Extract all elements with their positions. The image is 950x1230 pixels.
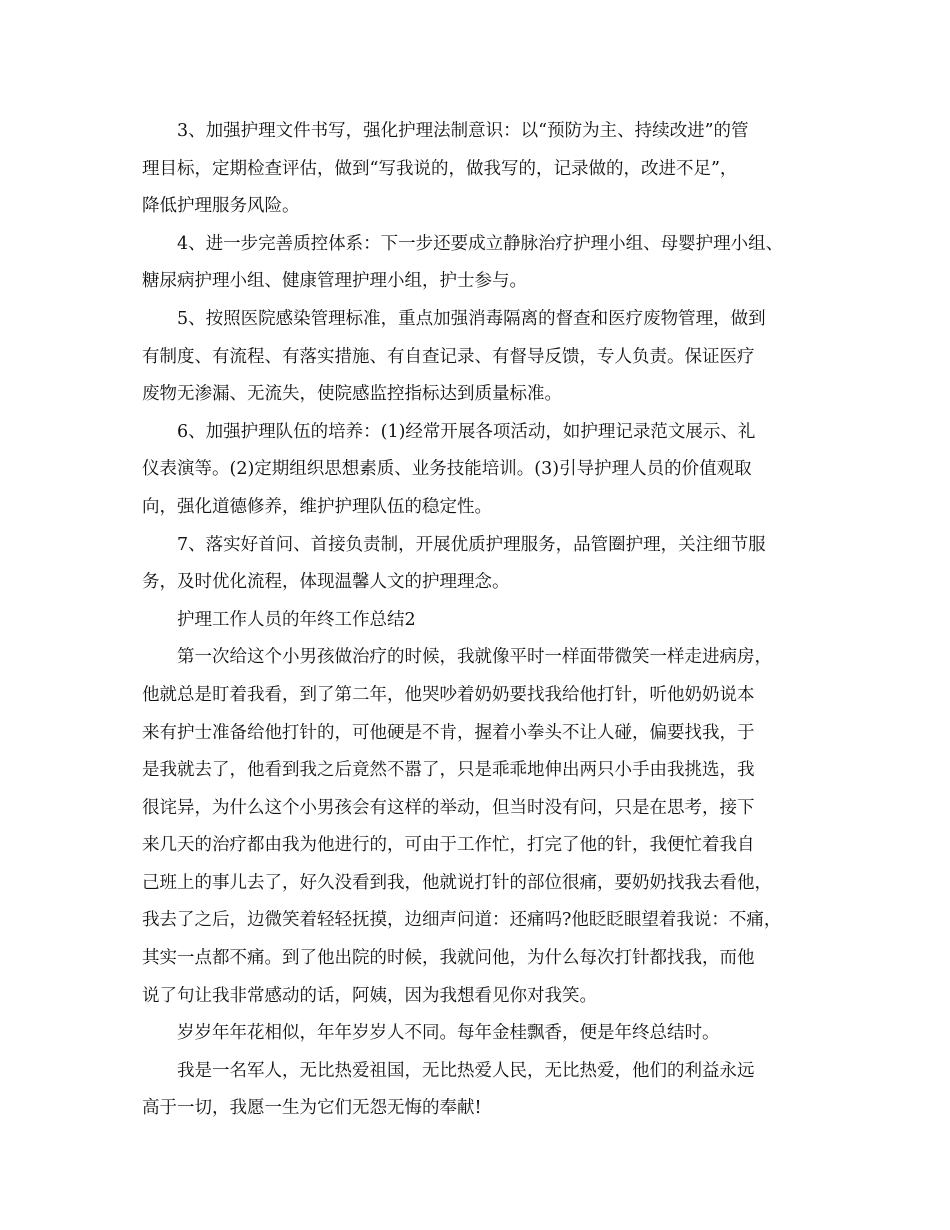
paragraph [142,414,810,527]
text-line: 很诧异，为什么这个小男孩会有这样的举动，但当时没有问，只是在思考，接下 [142,797,755,818]
text-line: 来几天的治疗都由我为他进行的，可由于工作忙，打完了他的针，我便忙着我自 [142,835,755,856]
text-line: 岁岁年年花相似，年年岁岁人不同。每年金桂飘香，便是年终总结时。 [177,1023,720,1044]
text-line: 向，强化道德修养，维护护理队伍的稳定性。 [142,496,492,517]
text-line: 是我就去了，他看到我之后竟然不嚣了，只是乖乖地伸出两只小手由我挑选，我 [142,760,755,781]
text-line: 我去了之后，边微笑着轻轻抚摸，边细声问道：还痛吗?他眨眨眼望着我说：不痛， [142,910,782,931]
text-line: 6、加强护理队伍的培养：(1)经常开展各项活动，如护理记录范文展示、礼 [177,421,756,442]
text-line: 第一次给这个小男孩做治疗的时候，我就像平时一样面带微笑一样走进病房， [177,647,772,668]
text-line: 其实一点都不痛。到了他出院的时候，我就问他，为什么每次打针都找我，而他 [142,948,755,969]
text-line: 有制度、有流程、有落实措施、有自查记录、有督导反馈，专人负责。保证医疗 [142,346,755,367]
paragraph [142,113,810,226]
text-line: 理目标，定期检查评估，做到“写我说的，做我写的，记录做的，改进不足”， [142,158,738,179]
text-line: 务，及时优化流程，体现温馨人文的护理理念。 [142,572,510,593]
text-line: 护理工作人员的年终工作总结2 [177,609,416,630]
document-body [142,113,810,1128]
text-line: 3、加强护理文件书写，强化护理法制意识：以“预防为主、持续改进”的管 [177,121,749,141]
paragraph [142,1053,810,1128]
text-line: 废物无渗漏、无流失，使院感监控指标达到质量标准。 [142,384,562,405]
paragraph [142,1015,810,1053]
text-line: 说了句让我非常感动的话，阿姨，因为我想看见你对我笑。 [142,985,597,1006]
text-line: 糖尿病护理小组、健康管理护理小组，护士参与。 [142,271,527,292]
text-line: 他就总是盯着我看，到了第二年，他哭吵着奶奶要找我给他打针，听他奶奶说本 [142,684,755,705]
text-line: 己班上的事儿去了，好久没看到我，他就说打针的部位很痛，要奶奶找我去看他， [142,872,772,893]
text-line: 来有护士准备给他打针的，可他硬是不肯，握着小拳头不让人碰，偏要找我，于 [142,722,755,743]
text-line: 降低护理服务风险。 [142,196,300,217]
text-line: 7、落实好首问、首接负责制，开展优质护理服务，品管圈护理，关注细节服 [177,534,766,555]
text-line: 4、进一步完善质控体系：下一步还要成立静脉治疗护理小组、母婴护理小组、 [177,233,784,254]
text-line: 高于一切，我愿一生为它们无怨无悔的奉献! [142,1098,482,1119]
text-line: 5、按照医院感染管理标准，重点加强消毒隔离的督查和医疗废物管理，做到 [177,308,766,329]
paragraph [142,602,810,640]
paragraph [142,226,810,301]
paragraph [142,639,810,1015]
paragraph [142,301,810,414]
text-line: 仪表演等。(2)定期组织思想素质、业务技能培训。(3)引导护理人员的价值观取 [142,459,752,480]
text-line: 我是一名军人，无比热爱祖国，无比热爱人民，无比热爱，他们的利益永远 [177,1060,755,1081]
paragraph [142,527,810,602]
